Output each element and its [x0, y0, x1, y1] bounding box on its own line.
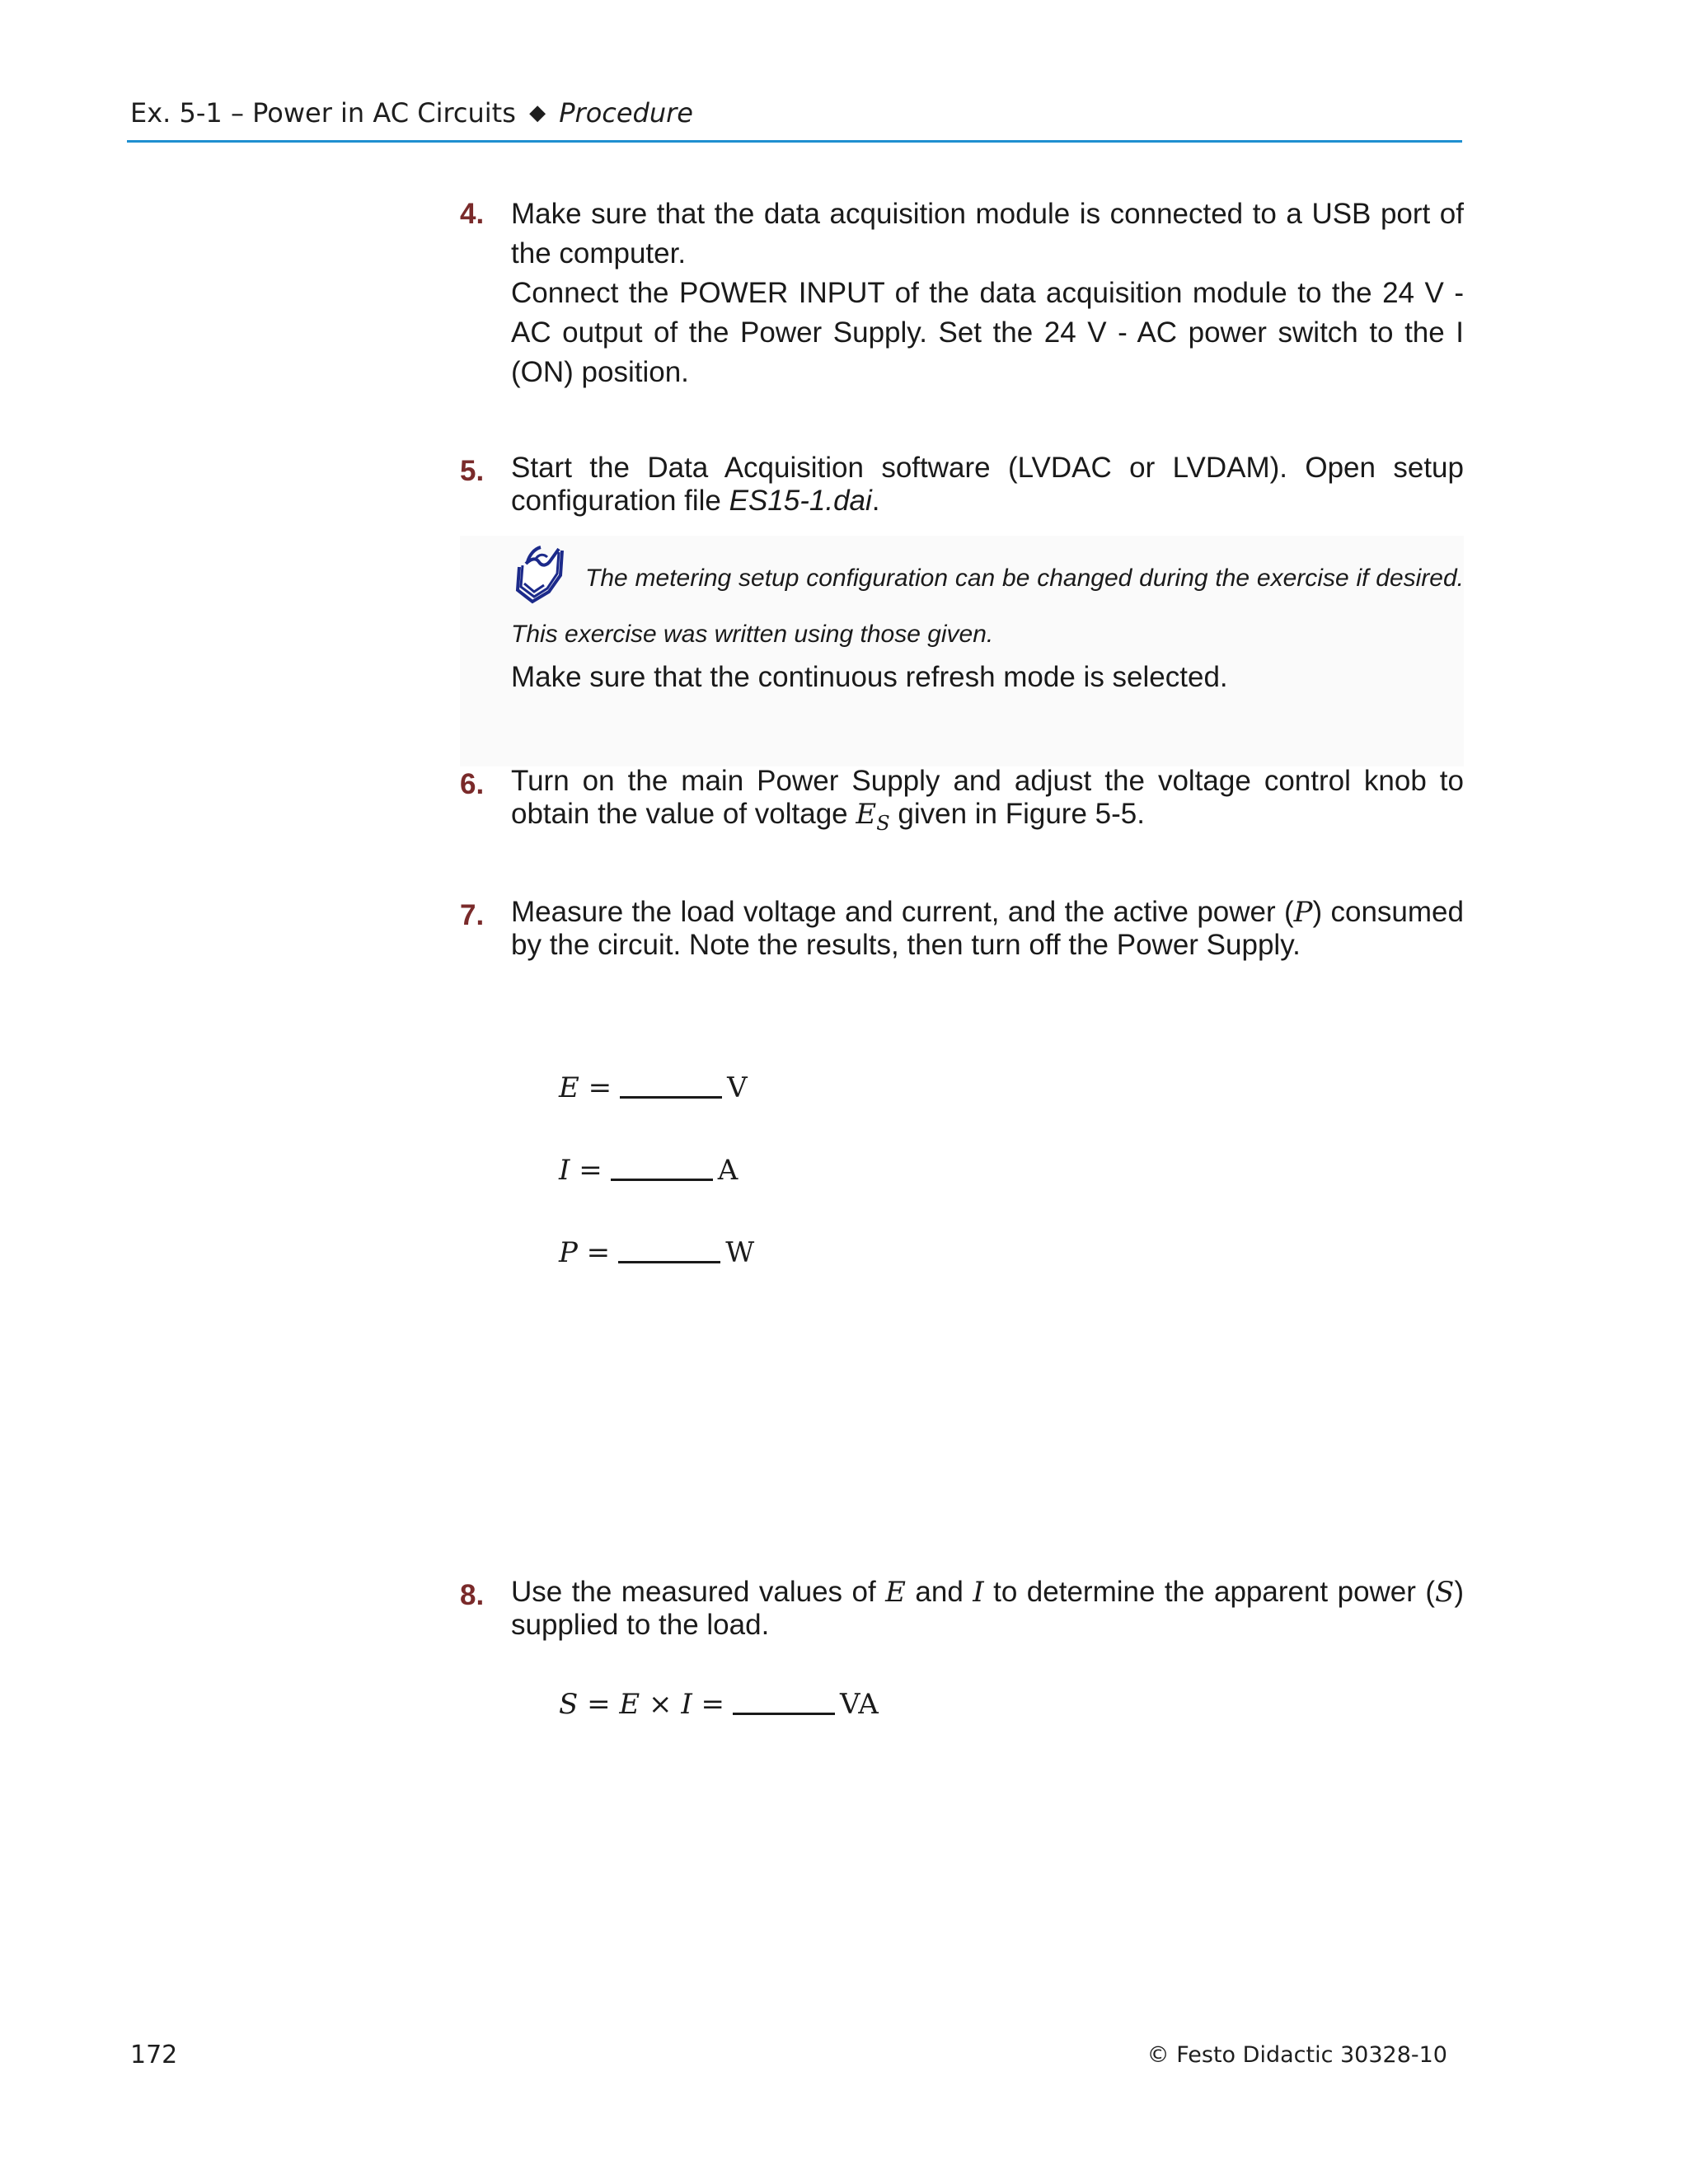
- step-body: [511, 194, 1464, 392]
- section-title: Procedure: [559, 97, 693, 129]
- unit-label: A: [717, 1154, 738, 1187]
- unit-label: W: [725, 1236, 755, 1269]
- step-text: Use the measured values of: [511, 1576, 886, 1608]
- equation-lhs: P =: [559, 1236, 611, 1269]
- step-number: 6.: [460, 768, 485, 800]
- equation-apparent-power: [559, 1688, 879, 1721]
- answer-blank[interactable]: [733, 1688, 835, 1715]
- step-text: Make sure that the continuous refresh mode is selected.: [511, 661, 1228, 693]
- equation-lhs: S = E × I =: [559, 1688, 725, 1721]
- answer-blank[interactable]: [618, 1236, 720, 1263]
- step-text: and: [905, 1576, 973, 1608]
- step-number: 7.: [460, 899, 485, 931]
- diamond-separator-icon: ◆: [529, 101, 546, 125]
- running-header: [130, 97, 693, 129]
- step-text: Make sure that the data acquisition module is connected to a USB port of the computer.: [511, 198, 1464, 269]
- voltage-variable: [856, 798, 890, 835]
- page-number: 172: [130, 2041, 178, 2069]
- step-text: Start the Data Acquisition software (LVDAC or LVDAM). Open setup configuration file: [511, 452, 1464, 517]
- equation-lhs: E =: [559, 1071, 612, 1104]
- header-rule: [127, 140, 1462, 143]
- variable-i: I: [973, 1576, 984, 1609]
- variable-e: E: [856, 798, 877, 831]
- step-text: to determine the apparent power (: [983, 1576, 1436, 1608]
- answer-blank[interactable]: [611, 1154, 713, 1181]
- unit-label: VA: [840, 1688, 879, 1721]
- step-body: [511, 1576, 1464, 1642]
- chapter-title: Ex. 5-1 – Power in AC Circuits: [130, 97, 516, 129]
- unit-label: V: [727, 1071, 748, 1104]
- equation-current: [559, 1154, 738, 1187]
- step-body: [511, 765, 1464, 840]
- variable-e: E: [885, 1576, 906, 1609]
- copyright-notice: © Festo Didactic 30328-10: [1146, 2042, 1447, 2068]
- equation-voltage: [559, 1071, 748, 1104]
- step-text: ) consumed by the circuit. Note the results, then turn off the Power Supply.: [511, 896, 1464, 961]
- equation-lhs: I =: [559, 1154, 603, 1187]
- step-body: [511, 452, 1464, 518]
- step-text: Connect the POWER INPUT of the data acquisition module to the 24 V - AC output of the Power Supply. Set the 24 V - AC power switch to the I (ON) position.: [511, 277, 1464, 388]
- step-text: .: [871, 485, 880, 517]
- step-body: [511, 896, 1464, 962]
- step-number: 4.: [460, 198, 485, 230]
- step-number: 5.: [460, 455, 485, 487]
- equation-power: [559, 1236, 754, 1269]
- step-number: 8.: [460, 1579, 485, 1611]
- step-text: given in Figure 5-5.: [889, 798, 1145, 830]
- subscript-s: S: [876, 811, 890, 835]
- note-text: The metering setup configuration can be changed during the exercise if desired. This exercise was written using those given.: [511, 565, 1464, 648]
- answer-blank[interactable]: [620, 1071, 722, 1099]
- step-text: ) supplied to the load.: [511, 1576, 1464, 1641]
- note-block: [460, 536, 1464, 766]
- variable-p: P: [1293, 896, 1313, 929]
- step-text: Measure the load voltage and current, and the active power (: [511, 896, 1294, 928]
- variable-s: S: [1435, 1576, 1455, 1609]
- step-text: Turn on the main Power Supply and adjust the voltage control knob to obtain the value of voltage: [511, 765, 1464, 830]
- setup-file-name: ES15-1.dai: [729, 485, 872, 517]
